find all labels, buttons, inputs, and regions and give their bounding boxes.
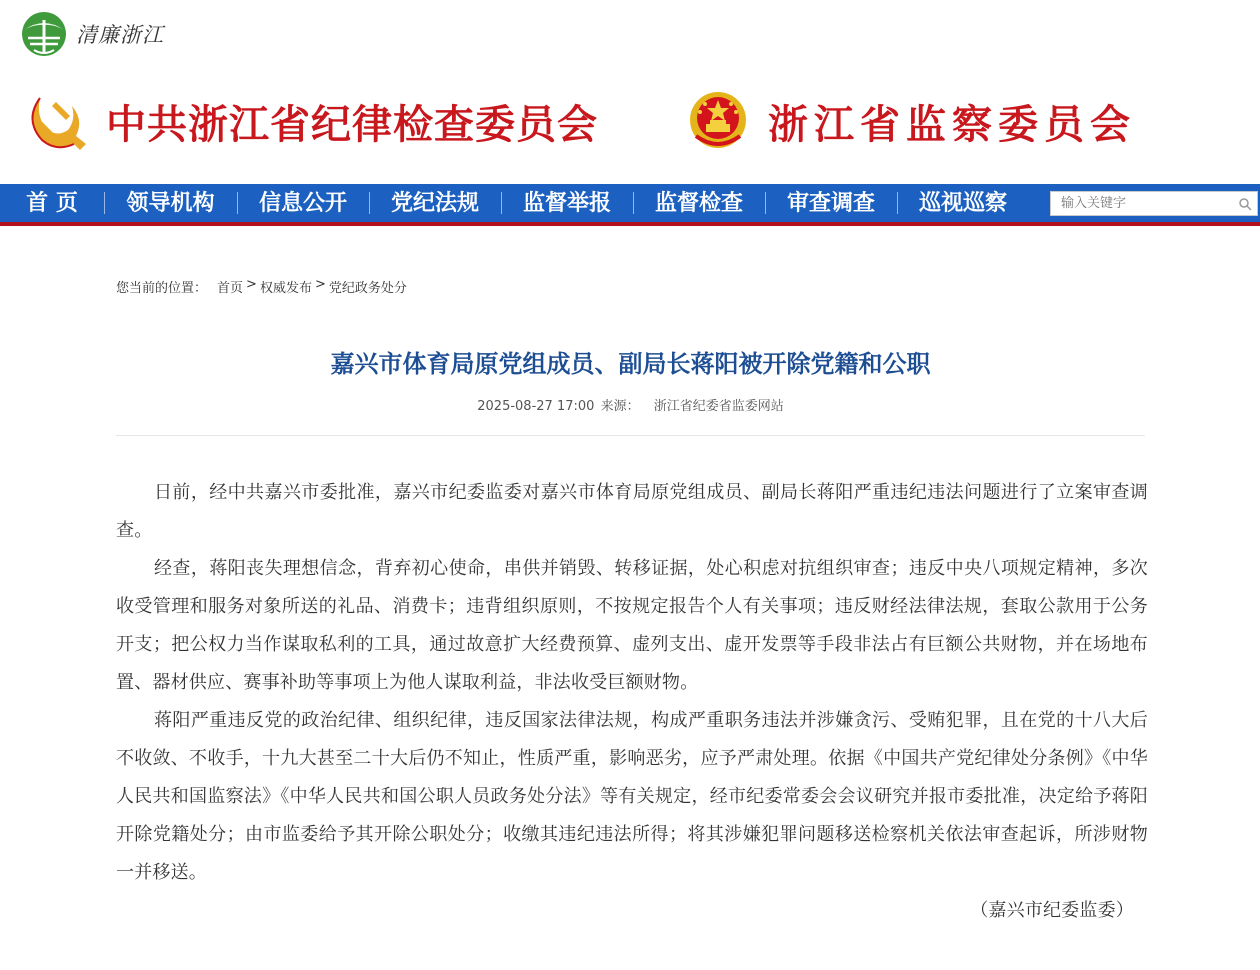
search-input[interactable]: [1051, 193, 1231, 215]
article-paragraph: 日前，经中共嘉兴市委批准，嘉兴市纪委监委对嘉兴市体育局原党组成员、副局长蒋阳严重违纪违法问题进行了立案审查调查。: [116, 482, 1148, 541]
banner-right-title: 浙江省监察委员会: [768, 100, 1136, 148]
main-nav: [0, 184, 1260, 226]
article-title: 嘉兴市体育局原党组成员、副局长蒋阳被开除党籍和公职: [330, 350, 931, 378]
nav-item-home[interactable]: 首 页: [26, 190, 78, 216]
article-source: 浙江省纪委省监委网站: [653, 399, 784, 414]
banner-left-title: 中共浙江省纪律检查委员会: [106, 100, 598, 148]
article-paragraph: 蒋阳严重违反党的政治纪律、组织纪律，违反国家法律法规，构成严重职务违法并涉嫌贪污、受贿犯罪，且在党的十八大后不收敛、不收手，十九大甚至二十大后仍不知止，性质严重，影响恶劣，应予严肃处理。依据《中国共产党纪律处分条例》《中华人民共和国监察法》《中华人民共和国公职人员政务处分法》等有关规定，经市纪委常委会会议研究并报市委批准，决定给予蒋阳开除党籍处分；由市监委给予其开除公职处分；收缴其违纪违法所得；将其涉嫌犯罪问题移送检察机关依法审查起诉，所涉财物一并移送。: [116, 710, 1148, 883]
title-divider: [116, 435, 1145, 436]
breadcrumb-discipline-link[interactable]: 党纪政务处分: [328, 281, 407, 296]
article-datetime: 2025-08-27 17:00: [477, 399, 595, 414]
nav-item-leadership[interactable]: 领导机构: [104, 184, 237, 222]
nav-item-investigation[interactable]: 审查调查: [765, 184, 897, 222]
nav-items: [0, 184, 1029, 222]
breadcrumb-separator: >: [314, 277, 326, 292]
search-icon[interactable]: [1238, 197, 1252, 211]
nav-item-report[interactable]: 监督举报: [501, 184, 633, 222]
banner-right: [688, 90, 1136, 152]
national-emblem-icon: [688, 90, 748, 152]
banner: [0, 78, 1260, 178]
nav-item-inspection-tour[interactable]: 巡视巡察: [897, 184, 1029, 222]
search-box: [1050, 191, 1258, 216]
breadcrumb-home-link[interactable]: 首页: [217, 281, 244, 296]
party-emblem-icon: [26, 90, 88, 152]
qinglian-logo-icon: [20, 10, 68, 58]
nav-item-regulations[interactable]: 党纪法规: [369, 184, 501, 222]
breadcrumb-authoritative-link[interactable]: 权威发布: [259, 281, 312, 296]
site-logo-text: 清廉浙江: [76, 23, 164, 47]
article-meta: [116, 395, 1145, 414]
nav-item-supervision[interactable]: 监督检查: [633, 184, 765, 222]
site-logo[interactable]: [20, 10, 164, 58]
article-source-label: 来源：: [600, 399, 640, 414]
banner-left: [26, 90, 598, 152]
article-paragraph: 经查，蒋阳丧失理想信念，背弃初心使命，串供并销毁、转移证据，处心积虑对抗组织审查；违反中央八项规定精神，多次收受管理和服务对象所送的礼品、消费卡；违背组织原则，不按规定报告个人有关事项；违反财经法律法规，套取公款用于公务开支；把公权力当作谋取私利的工具，通过故意扩大经费预算、虚列支出、虚开发票等手段非法占有巨额公共财物，并在场地布置、器材供应、赛事补助等事项上为他人谋取利益，非法收受巨额财物。: [116, 558, 1148, 693]
nav-item-info-disclosure[interactable]: 信息公开: [237, 184, 369, 222]
breadcrumb-lead: 您当前的位置：: [116, 281, 208, 296]
breadcrumb-separator: >: [246, 277, 257, 292]
top-bar: [0, 0, 1260, 70]
article-body: [116, 474, 1148, 930]
breadcrumb: [116, 277, 407, 296]
article-signature: （嘉兴市纪委监委）: [970, 900, 1134, 921]
